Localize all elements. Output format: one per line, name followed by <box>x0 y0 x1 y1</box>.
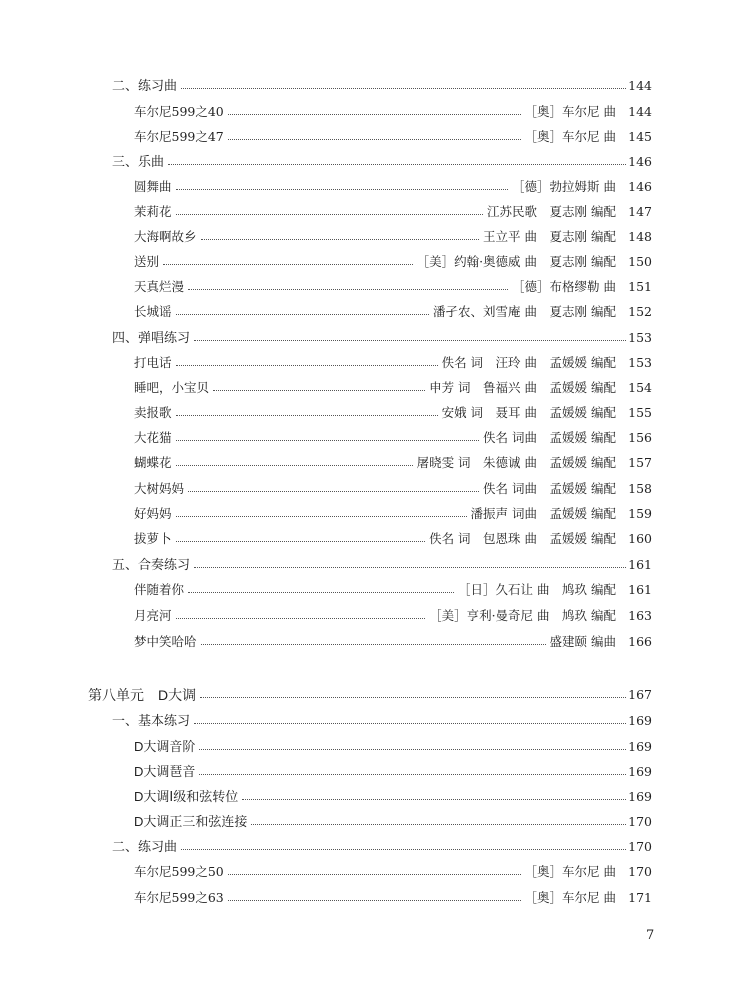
toc-page-number: 153 <box>628 330 652 345</box>
dot-leader <box>168 164 626 165</box>
toc-entry-title: 四、弹唱练习 <box>112 330 191 345</box>
toc-page-number: 161 <box>628 557 652 572</box>
dot-leader <box>176 214 484 215</box>
toc-entry-credit: ［奥］车尔尼 曲 <box>524 890 616 905</box>
dot-leader <box>176 189 509 190</box>
toc-page-number: 151 <box>628 279 652 294</box>
toc-entry-row[interactable] <box>134 761 652 783</box>
toc-page-number: 166 <box>628 634 652 649</box>
dot-leader <box>176 618 426 619</box>
toc-entry-credit: ［奥］车尔尼 曲 <box>524 104 616 119</box>
toc-entry-credit: ［奥］车尔尼 曲 <box>524 864 616 879</box>
dot-leader <box>176 440 480 441</box>
toc-entry-title: 长城谣 <box>134 304 172 319</box>
toc-entry-row[interactable] <box>134 251 652 273</box>
toc-entry-credit: 佚名 词 包恩珠 曲 孟媛媛 编配 <box>429 531 616 546</box>
dot-leader <box>188 491 479 492</box>
dot-leader <box>176 465 413 466</box>
toc-entry-title: D大调Ⅰ级和弦转位 <box>134 789 239 804</box>
toc-page-number: 171 <box>628 890 652 905</box>
toc-entry-title: 伴随着你 <box>134 582 185 597</box>
toc-entry-credit: 盛建颐 编曲 <box>549 634 616 649</box>
toc-entry-row[interactable] <box>134 352 652 374</box>
toc-page-number: 146 <box>628 154 652 169</box>
page-number: 7 <box>646 928 655 943</box>
toc-page-number: 148 <box>628 229 652 244</box>
toc-entry-title: 大树妈妈 <box>134 481 185 496</box>
toc-entry-credit: 江苏民歌 夏志刚 编配 <box>487 204 616 219</box>
toc-entry-title: 车尔尼599之40 <box>134 104 224 119</box>
toc-entry-credit: ［德］布格缪勒 曲 <box>512 279 616 294</box>
toc-entry-title: 梦中笑哈哈 <box>134 634 197 649</box>
toc-entry-title: 大花猫 <box>134 430 172 445</box>
dot-leader <box>194 567 626 568</box>
toc-entry-title: 车尔尼599之50 <box>134 864 224 879</box>
toc-entry-row[interactable] <box>134 528 652 550</box>
dot-leader <box>228 900 521 901</box>
toc-entry-credit: ［美］亨利·曼奇尼 曲 鸠玖 编配 <box>429 608 616 623</box>
toc-entry-row[interactable] <box>134 736 652 758</box>
toc-entry-title: D大调音阶 <box>134 739 196 754</box>
toc-page-number: 170 <box>628 814 652 829</box>
toc-entry-credit: 佚名 词曲 孟媛媛 编配 <box>483 481 616 496</box>
toc-entry-credit: ［日］久石让 曲 鸠玖 编配 <box>458 582 616 597</box>
toc-page-number: 155 <box>628 405 652 420</box>
dot-leader <box>228 114 521 115</box>
toc-entry-credit: 王立平 曲 夏志刚 编配 <box>483 229 616 244</box>
toc-entry-row[interactable] <box>134 861 652 883</box>
dot-leader <box>228 874 521 875</box>
dot-leader <box>163 264 413 265</box>
toc-entry-title: 拔萝卜 <box>134 531 172 546</box>
toc-section-row[interactable] <box>112 710 652 732</box>
toc-section-row[interactable] <box>112 554 652 576</box>
toc-page-number: 145 <box>628 129 652 144</box>
toc-unit-row[interactable] <box>88 684 652 706</box>
toc-entry-row[interactable] <box>134 887 652 909</box>
toc-entry-credit: ［奥］车尔尼 曲 <box>524 129 616 144</box>
dot-leader <box>228 139 521 140</box>
dot-leader <box>176 365 438 366</box>
toc-page-number: 170 <box>628 864 652 879</box>
toc-page-number: 169 <box>628 789 652 804</box>
toc-entry-title: 天真烂漫 <box>134 279 185 294</box>
toc-entry-title: D大调琶音 <box>134 764 196 779</box>
toc-entry-title: 卖报歌 <box>134 405 172 420</box>
toc-entry-row[interactable] <box>134 301 652 323</box>
toc-entry-title: 一、基本练习 <box>112 713 191 728</box>
toc-entry-credit: 安娥 词 聂耳 曲 孟媛媛 编配 <box>441 405 616 420</box>
dot-leader <box>200 697 626 698</box>
toc-entry-credit: 屠晓雯 词 朱德诚 曲 孟媛媛 编配 <box>416 455 616 470</box>
toc-entry-row[interactable] <box>134 377 652 399</box>
toc-page-number: 159 <box>628 506 652 521</box>
toc-entry-row[interactable] <box>134 605 652 627</box>
dot-leader <box>199 749 626 750</box>
toc-section-row[interactable] <box>112 836 652 858</box>
toc-entry-title: 好妈妈 <box>134 506 172 521</box>
toc-page-number: 160 <box>628 531 652 546</box>
dot-leader <box>188 289 508 290</box>
toc-entry-title: 五、合奏练习 <box>112 557 191 572</box>
toc-entry-row[interactable] <box>134 478 652 500</box>
toc-entry-row[interactable] <box>134 631 652 653</box>
toc-page-number: 169 <box>628 764 652 779</box>
toc-entry-credit: ［德］勃拉姆斯 曲 <box>512 179 616 194</box>
toc-page-number: 144 <box>628 78 652 93</box>
toc-entry-title: 车尔尼599之63 <box>134 890 224 905</box>
toc-entry-row[interactable] <box>134 101 652 123</box>
toc-entry-row[interactable] <box>134 201 652 223</box>
toc-page-number: 169 <box>628 713 652 728</box>
toc-page-number: 157 <box>628 455 652 470</box>
toc-page-number: 144 <box>628 104 652 119</box>
toc-entry-row[interactable] <box>134 452 652 474</box>
toc-entry-title: 二、练习曲 <box>112 78 178 93</box>
toc-entry-title: D大调正三和弦连接 <box>134 814 248 829</box>
toc-entry-title: 圆舞曲 <box>134 179 172 194</box>
toc-page-number: 146 <box>628 179 652 194</box>
toc-entry-row[interactable] <box>134 786 652 808</box>
dot-leader <box>194 340 626 341</box>
toc-entry-row[interactable] <box>134 276 652 298</box>
dot-leader <box>251 824 626 825</box>
toc-entry-title: 三、乐曲 <box>112 154 165 169</box>
dot-leader <box>176 541 426 542</box>
toc-entry-row[interactable] <box>134 226 652 248</box>
toc-entry-row[interactable] <box>134 402 652 424</box>
toc-entry-title: 二、练习曲 <box>112 839 178 854</box>
toc-entry-credit: 申芳 词 鲁福兴 曲 孟媛媛 编配 <box>429 380 616 395</box>
toc-section-row[interactable] <box>112 151 652 173</box>
toc-page-number: 150 <box>628 254 652 269</box>
dot-leader <box>176 314 430 315</box>
dot-leader <box>199 774 626 775</box>
toc-entry-row[interactable] <box>134 427 652 449</box>
dot-leader <box>242 799 626 800</box>
toc-entry-title: 睡吧，小宝贝 <box>134 380 210 395</box>
toc-page-number: 158 <box>628 481 652 496</box>
toc-page-number: 154 <box>628 380 652 395</box>
toc-entry-title: 月亮河 <box>134 608 172 623</box>
toc-page-number: 169 <box>628 739 652 754</box>
toc-page-number: 147 <box>628 204 652 219</box>
dot-leader <box>188 592 454 593</box>
dot-leader <box>201 239 480 240</box>
toc-section-row[interactable] <box>112 75 652 97</box>
toc-entry-row[interactable] <box>134 503 652 525</box>
dot-leader <box>181 849 626 850</box>
dot-leader <box>194 723 626 724</box>
toc-page-number: 152 <box>628 304 652 319</box>
toc-entry-title: 打电话 <box>134 355 172 370</box>
toc-entry-title: 送别 <box>134 254 160 269</box>
toc-entry-credit: ［美］约翰·奥德威 曲 夏志刚 编配 <box>416 254 616 269</box>
toc-entry-row[interactable] <box>134 579 652 601</box>
toc-entry-credit: 潘振声 词曲 孟媛媛 编配 <box>470 506 616 521</box>
toc-entry-credit: 佚名 词曲 孟媛媛 编配 <box>483 430 616 445</box>
toc-page-number: 161 <box>628 582 652 597</box>
toc-section-row[interactable] <box>112 327 652 349</box>
toc-entry-credit: 潘孑农、刘雪庵 曲 夏志刚 编配 <box>433 304 616 319</box>
toc-unit-title: 第八单元 D大调 <box>88 687 197 703</box>
toc-entry-title: 大海啊故乡 <box>134 229 197 244</box>
toc-page-number: 153 <box>628 355 652 370</box>
dot-leader <box>181 88 626 89</box>
toc-page-number: 156 <box>628 430 652 445</box>
toc-page-number: 163 <box>628 608 652 623</box>
toc-entry-credit: 佚名 词 汪玲 曲 孟媛媛 编配 <box>441 355 616 370</box>
toc-page-number: 170 <box>628 839 652 854</box>
dot-leader <box>213 390 425 391</box>
dot-leader <box>176 415 438 416</box>
toc-entry-title: 茉莉花 <box>134 204 172 219</box>
toc-entry-title: 车尔尼599之47 <box>134 129 224 144</box>
toc-entry-row[interactable] <box>134 176 652 198</box>
toc-entry-row[interactable] <box>134 126 652 148</box>
toc-entry-title: 蝴蝶花 <box>134 455 172 470</box>
dot-leader <box>201 644 546 645</box>
toc-page-number: 167 <box>628 687 652 702</box>
toc-entry-row[interactable] <box>134 811 652 833</box>
dot-leader <box>176 516 467 517</box>
